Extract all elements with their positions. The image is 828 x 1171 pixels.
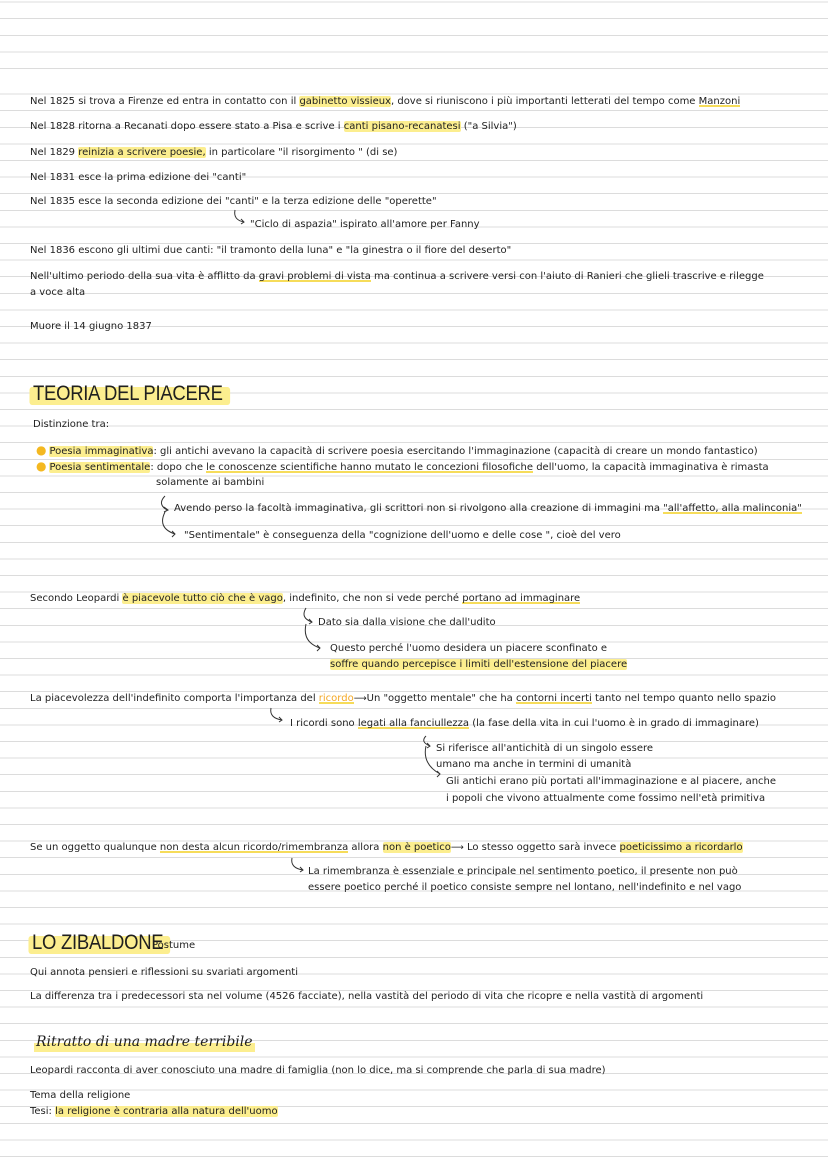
bio-line-1835: Nel 1835 esce la seconda edizione dei "canti" e la terza edizione delle "operette" xyxy=(30,196,437,207)
bullet-poesia-sentimentale: ● Poesia sentimentale: dopo che le conoscenze scientifiche hanno mutato le concezioni filosofiche dell'uomo, la capacità immaginativa è rimasta xyxy=(36,459,769,473)
highlight: è piacevole tutto ciò che è vago xyxy=(122,593,283,604)
bio-line-aspazia: "Ciclo di aspazia" ispirato all'amore per Fanny xyxy=(250,219,480,230)
highlight: soffre quando percepisce i limiti dell'estensione del piacere xyxy=(330,659,628,670)
poetico-sub-lontano: essere poetico perché il poetico consiste sempre nel lontano, nell'indefinito e nel vago xyxy=(308,882,742,893)
ricordo-sub-fanciullezza: I ricordi sono legati alla fanciullezza (la fase della vita in cui l'uomo è in grado di immaginare) xyxy=(290,718,759,729)
ricordo-sub-umanita: umano ma anche in termini di umanità xyxy=(436,759,632,770)
arrow-right-icon: ⟶ xyxy=(353,694,367,704)
ritratto-line-3: Tesi: la religione è contraria alla natura dell'uomo xyxy=(30,1106,278,1117)
zibaldone-line-2: La differenza tra i predecessori sta nel volume (4526 facciate), nella vastità del periodo di vita che ricopre e nella vastità di argomenti xyxy=(30,991,704,1002)
bio-line-1825: Nel 1825 si trova a Firenze ed entra in contatto con il gabinetto vissieux, dove si riuniscono i più importanti letterati del tempo come Manzoni xyxy=(30,96,741,107)
highlight: reinizia a scrivere poesie, xyxy=(78,147,206,158)
poetico-line: Se un oggetto qualunque non desta alcun ricordo/rimembranza allora non è poetico⟶ Lo stesso oggetto sarà invece poeticissimo a ricordarlo xyxy=(30,842,743,853)
bullet-poesia-immaginativa: ● Poesia immaginativa: gli antichi avevano la capacità di scrivere poesia esercitando l'immaginazione (capacità di creare un mondo fantastico) xyxy=(36,443,758,457)
section-title-ritratto: Ritratto di una madre terribile xyxy=(36,1034,253,1050)
section-title-teoria: TEORIA DEL PIACERE xyxy=(33,382,223,406)
sub-line-sentimentale: "Sentimentale" è conseguenza della "cognizione dell'uomo e delle cose ", cioè del vero xyxy=(184,530,621,541)
underline: "all'affetto, alla malinconia" xyxy=(663,503,802,514)
highlight: Poesia sentimentale xyxy=(49,462,151,473)
bullet-dot-icon: ● xyxy=(36,459,47,473)
branch-arrows-icon xyxy=(298,606,322,654)
zibaldone-line-1: Qui annota pensieri e riflessioni su svariati argomenti xyxy=(30,967,298,978)
piacere-sub-sconfinato: Questo perché l'uomo desidera un piacere sconfinato e xyxy=(330,643,608,654)
hook-arrow-icon xyxy=(232,208,252,226)
branch-arrows-icon xyxy=(155,494,179,540)
bio-line-last-period-cont: a voce alta xyxy=(30,287,86,298)
highlight: gabinetto vissieux xyxy=(299,96,391,107)
piacere-line-vago: Secondo Leopardi è piacevole tutto ciò che è vago, indefinito, che non si vede perché portano ad immaginare xyxy=(30,593,581,604)
bio-line-1829: Nel 1829 reinizia a scrivere poesie, in particolare "il risorgimento " (di se) xyxy=(30,147,398,158)
underline: gravi problemi di vista xyxy=(258,271,371,282)
teoria-intro: Distinzione tra: xyxy=(33,419,110,430)
highlight: poeticissimo a ricordarlo xyxy=(619,842,743,853)
underline: legati alla fanciullezza xyxy=(357,718,470,729)
ritratto-line-1: Leopardi racconta di aver conosciuto una madre di famiglia (non lo dice, ma si comprende che parla di sua madre) xyxy=(30,1065,606,1076)
ricordo-sub-popoli: i popoli che vivono attualmente come fossimo nell'età primitiva xyxy=(446,793,766,804)
bio-line-1831: Nel 1831 esce la prima edizione dei "canti" xyxy=(30,172,247,183)
arrow-right-icon: ⟶ xyxy=(450,843,464,853)
underline: Manzoni xyxy=(698,96,741,107)
section-title-zibaldone: LO ZIBALDONE xyxy=(32,931,163,955)
underline: ricordo xyxy=(318,693,354,704)
ricordo-sub-antichita: Si riferisce all'antichità di un singolo essere xyxy=(436,743,654,754)
bio-line-death: Muore il 14 giugno 1837 xyxy=(30,321,152,332)
underline: contorni incerti xyxy=(515,693,592,704)
piacere-sub-limiti xyxy=(330,658,627,672)
bullet-sentimentale-cont: solamente ai bambini xyxy=(156,477,265,488)
bio-line-last-period: Nell'ultimo periodo della sua vita è afflitto da gravi problemi di vista ma continua a scrivere versi con l'aiuto di Ranieri che glieli trascrive e rilegge xyxy=(30,271,764,282)
piacere-line-ricordo: La piacevolezza dell'indefinito comporta l'importanza del ricordo⟶Un "oggetto mentale" che ha contorni incerti tanto nel tempo quanto nello spazio xyxy=(30,693,777,704)
underline: portano ad immaginare xyxy=(462,593,581,604)
ritratto-line-2: Tema della religione xyxy=(30,1090,131,1101)
hook-arrow-icon xyxy=(268,706,290,724)
bullet-dot-icon: ● xyxy=(36,443,47,457)
poetico-sub-rimembranza: La rimembranza è essenziale e principale nel sentimento poetico, il presente non può xyxy=(308,866,738,877)
piacere-sub-udito: Dato sia dalla visione che dall'udito xyxy=(318,617,496,628)
bio-line-1828: Nel 1828 ritorna a Recanati dopo essere stato a Pisa e scrive i canti pisano-recanatesi ("a Silvia") xyxy=(30,121,517,132)
branch-arrows-icon xyxy=(416,734,442,780)
highlight: non è poetico xyxy=(382,842,451,853)
ricordo-sub-antichi: Gli antichi erano più portati all'immaginazione e al piacere, anche xyxy=(446,776,777,787)
highlight: la religione è contraria alla natura dell'uomo xyxy=(55,1106,278,1117)
bio-line-1836: Nel 1836 escono gli ultimi due canti: "il tramonto della luna" e "la ginestra o il fiore del deserto" xyxy=(30,245,512,256)
highlight: Poesia immaginativa xyxy=(49,446,154,457)
underline: le conoscenze scientifiche hanno mutato le concezioni filosofiche xyxy=(206,462,534,473)
zibaldone-subtitle: Postume xyxy=(152,940,196,951)
highlight: canti pisano-recanatesi xyxy=(343,121,461,132)
sub-line-affetto: Avendo perso la facoltà immaginativa, gli scrittori non si rivolgono alla creazione di immagini ma "all'affetto, alla malinconia" xyxy=(174,503,802,514)
underline: non desta alcun ricordo/rimembranza xyxy=(159,842,349,853)
